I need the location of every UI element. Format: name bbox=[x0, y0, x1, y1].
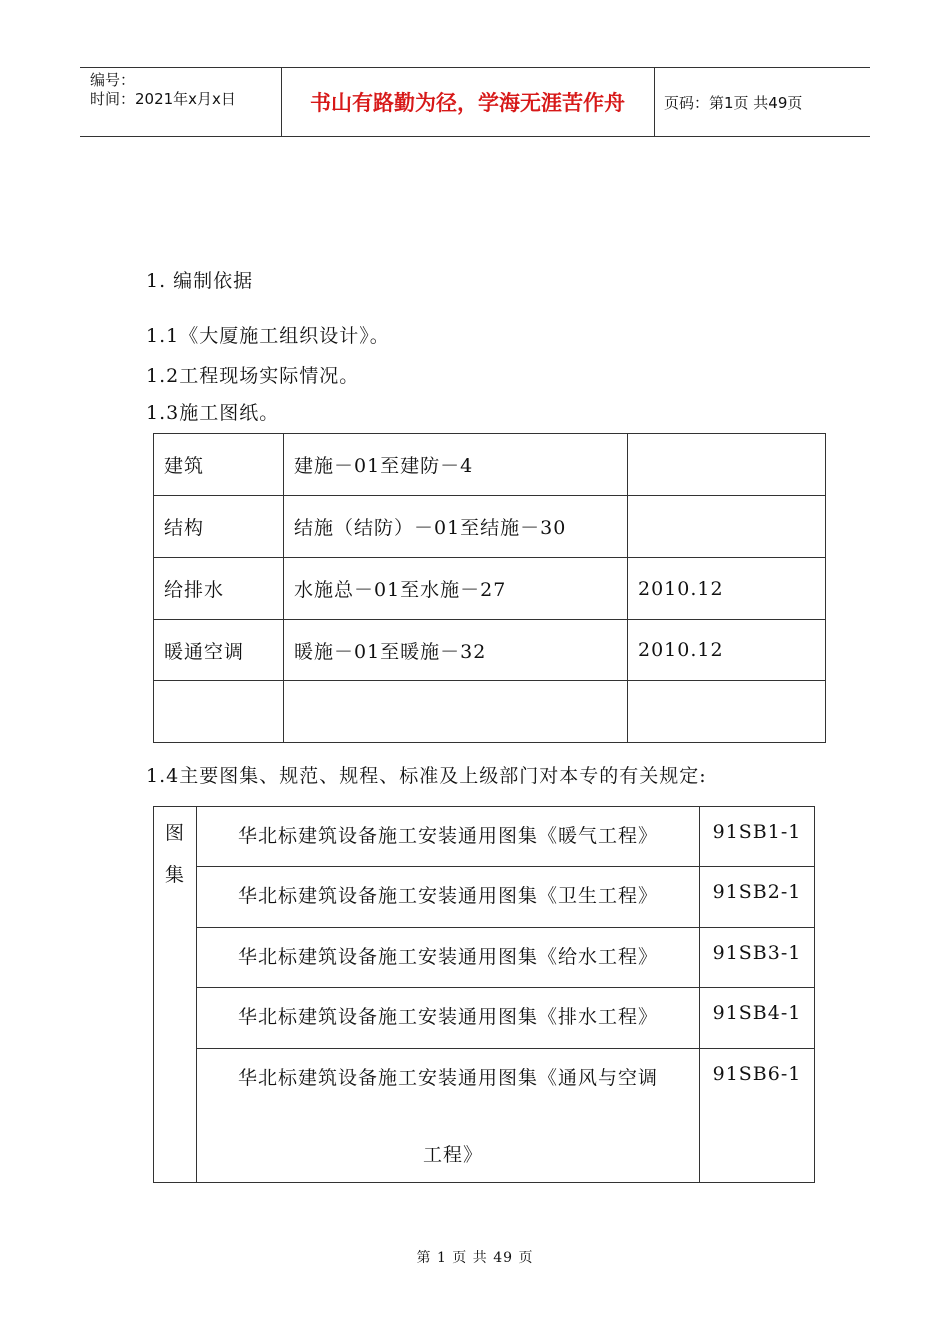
drawing-range-cell: 建施－01至建防－4 bbox=[284, 434, 628, 496]
atlas-name-cell: 华北标建筑设备施工安装通用图集《暖气工程》 bbox=[197, 807, 700, 867]
date-cell bbox=[628, 681, 826, 743]
table-row bbox=[154, 496, 826, 558]
table-row bbox=[154, 558, 826, 620]
drawing-range-cell: 结施（结防）－01至结施－30 bbox=[284, 496, 628, 558]
basis-item-4: 1.4主要图集、规范、规程、标准及上级部门对本专的有关规定: bbox=[146, 765, 707, 787]
discipline-cell: 暖通空调 bbox=[154, 620, 284, 681]
table-row bbox=[154, 928, 815, 988]
table-row bbox=[154, 681, 826, 743]
atlas-code-cell: 91SB4-1 bbox=[700, 988, 815, 1049]
atlas-name-cell: 华北标建筑设备施工安装通用图集《给水工程》 bbox=[197, 928, 700, 988]
date-cell: 2010.12 bbox=[628, 558, 826, 620]
header-meta bbox=[90, 71, 236, 109]
table-row bbox=[154, 867, 815, 928]
header-page-info: 页码：第1页 共49页 bbox=[664, 93, 803, 112]
page-footer: 第 1 页 共 49 页 bbox=[416, 1250, 534, 1266]
document-number-label: 编号： bbox=[90, 71, 136, 89]
section-heading: 1. 编制依据 bbox=[146, 270, 254, 292]
atlas-table bbox=[153, 806, 815, 1183]
drawing-range-cell bbox=[284, 681, 628, 743]
atlas-group-char: 图 bbox=[164, 822, 185, 844]
drawing-range-cell: 暖施－01至暖施－32 bbox=[284, 620, 628, 681]
atlas-name-continuation: 工程》 bbox=[422, 1144, 483, 1166]
atlas-name-cell: 华北标建筑设备施工安装通用图集《排水工程》 bbox=[197, 988, 700, 1049]
atlas-name-line: 华北标建筑设备施工安装通用图集《通风与空调 bbox=[237, 1067, 658, 1089]
discipline-cell: 给排水 bbox=[154, 558, 284, 620]
drawings-table bbox=[153, 433, 826, 743]
atlas-group-char: 集 bbox=[164, 864, 185, 886]
discipline-cell bbox=[154, 681, 284, 743]
table-row bbox=[154, 988, 815, 1049]
table-row bbox=[154, 434, 826, 496]
basis-item-3: 1.3施工图纸。 bbox=[146, 402, 280, 424]
date-cell bbox=[628, 496, 826, 558]
document-time-label: 时间：2021年x月x日 bbox=[90, 90, 236, 108]
atlas-code-cell: 91SB2-1 bbox=[700, 867, 815, 928]
discipline-cell: 建筑 bbox=[154, 434, 284, 496]
table-row bbox=[154, 807, 815, 867]
table-row bbox=[154, 1049, 815, 1183]
basis-item-1: 1.1《大厦施工组织设计》。 bbox=[146, 325, 390, 347]
atlas-code-cell: 91SB1-1 bbox=[700, 807, 815, 867]
header-motto: 书山有路勤为径，学海无涯苦作舟 bbox=[310, 91, 625, 115]
page-header bbox=[80, 67, 870, 137]
discipline-cell: 结构 bbox=[154, 496, 284, 558]
atlas-code-cell: 91SB6-1 bbox=[700, 1049, 815, 1183]
atlas-name-cell bbox=[197, 1049, 700, 1183]
drawing-range-cell: 水施总－01至水施－27 bbox=[284, 558, 628, 620]
table-row bbox=[154, 620, 826, 681]
date-cell: 2010.12 bbox=[628, 620, 826, 681]
atlas-name-cell: 华北标建筑设备施工安装通用图集《卫生工程》 bbox=[197, 867, 700, 928]
atlas-code-cell: 91SB3-1 bbox=[700, 928, 815, 988]
basis-item-2: 1.2工程现场实际情况。 bbox=[146, 365, 360, 387]
date-cell bbox=[628, 434, 826, 496]
atlas-group-cell bbox=[154, 807, 197, 1183]
header-divider bbox=[654, 68, 655, 136]
